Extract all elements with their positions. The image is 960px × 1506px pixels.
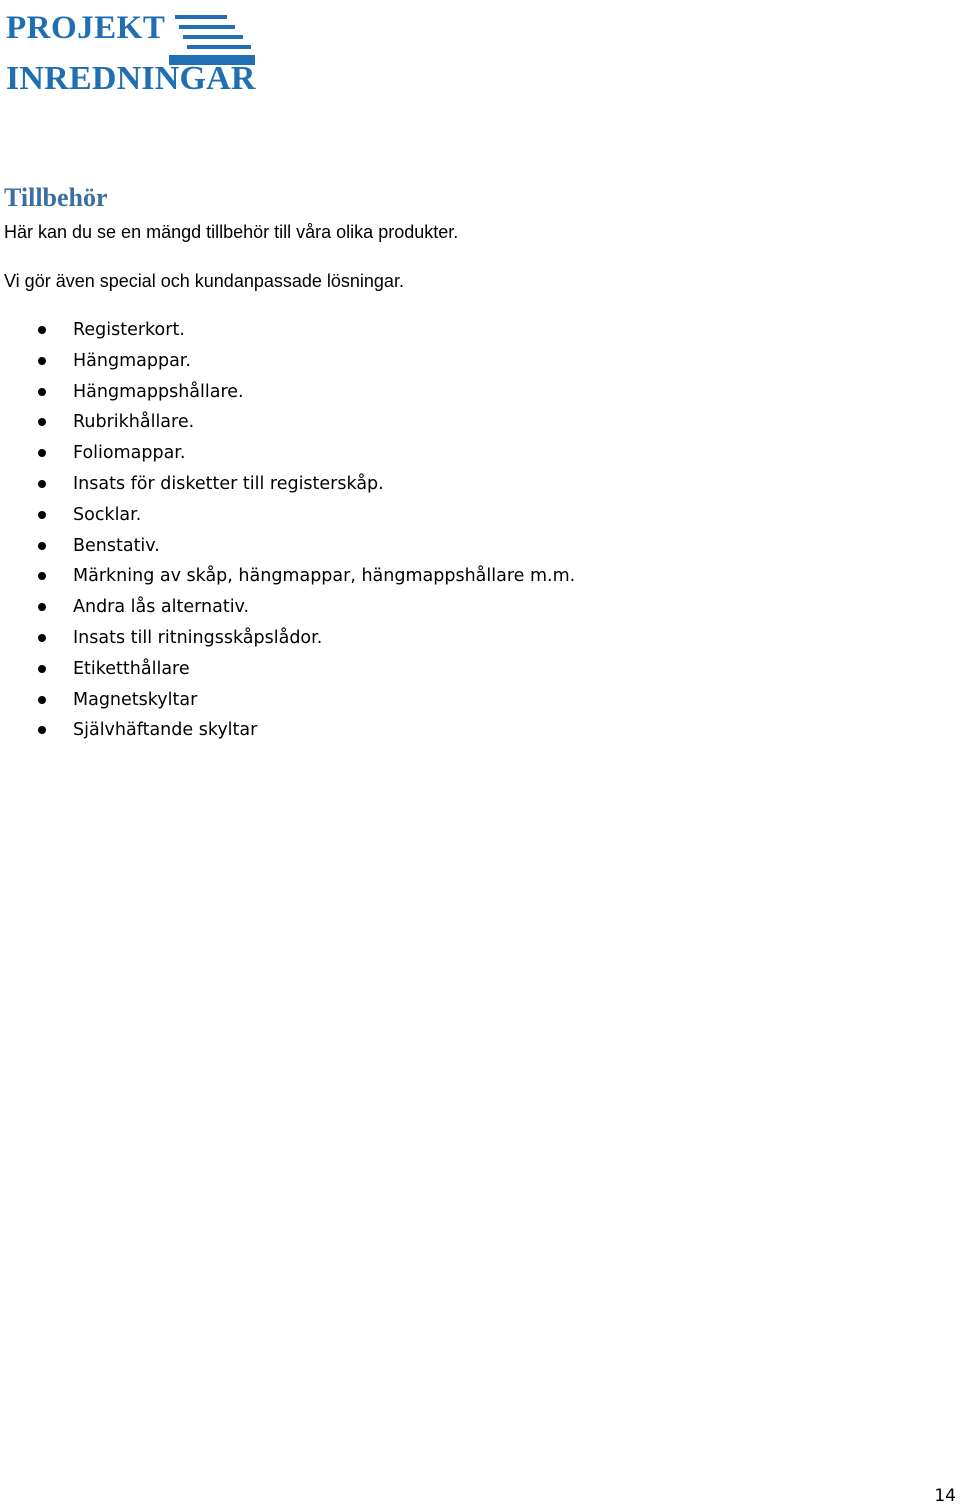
bullet-icon [38,480,46,488]
bullet-icon [38,696,46,704]
special-solutions-paragraph: Vi gör även special och kundanpassade lösningar. [4,271,404,291]
list-item-label: Benstativ. [73,535,160,556]
logo-text-line2: INREDNINGAR [6,60,256,97]
list-item-label: Etiketthållare [73,658,190,679]
bullet-icon [38,357,46,365]
logo-text-line1: PROJEKT [6,10,166,46]
bullet-icon [38,418,46,426]
list-item-label: Självhäftande skyltar [73,720,258,741]
list-item-label: Insats för disketter till registerskåp. [73,473,384,494]
page-number: 14 [934,1486,956,1506]
bullet-icon [38,388,46,396]
list-item-label: Magnetskyltar [73,689,198,710]
list-item-label: Registerkort. [73,320,185,340]
bullet-icon [38,634,46,642]
list-item-label: Hängmappshållare. [73,381,244,402]
company-logo [6,12,266,98]
list-item-label: Rubrikhållare. [73,412,195,433]
list-item-label: Andra lås alternativ. [73,597,250,618]
list-item-label: Socklar. [73,504,142,525]
bullet-icon [38,449,46,457]
page-title: Tillbehör [4,183,108,212]
bullet-icon [38,572,46,580]
bullet-icon [38,603,46,611]
bullet-icon [38,542,46,550]
bullet-icon [38,326,46,334]
list-item-label: Hängmappar. [73,350,191,371]
list-item-label: Märkning av skåp, hängmappar, hängmappshållare m.m. [73,566,576,587]
intro-paragraph: Här kan du se en mängd tillbehör till våra olika produkter. [4,222,459,242]
bullet-icon [38,511,46,519]
list-item-label: Foliomappar. [73,443,186,464]
bullet-icon [38,665,46,673]
bullet-icon [38,726,46,734]
list-item-label: Insats till ritningsskåpslådor. [73,627,323,648]
